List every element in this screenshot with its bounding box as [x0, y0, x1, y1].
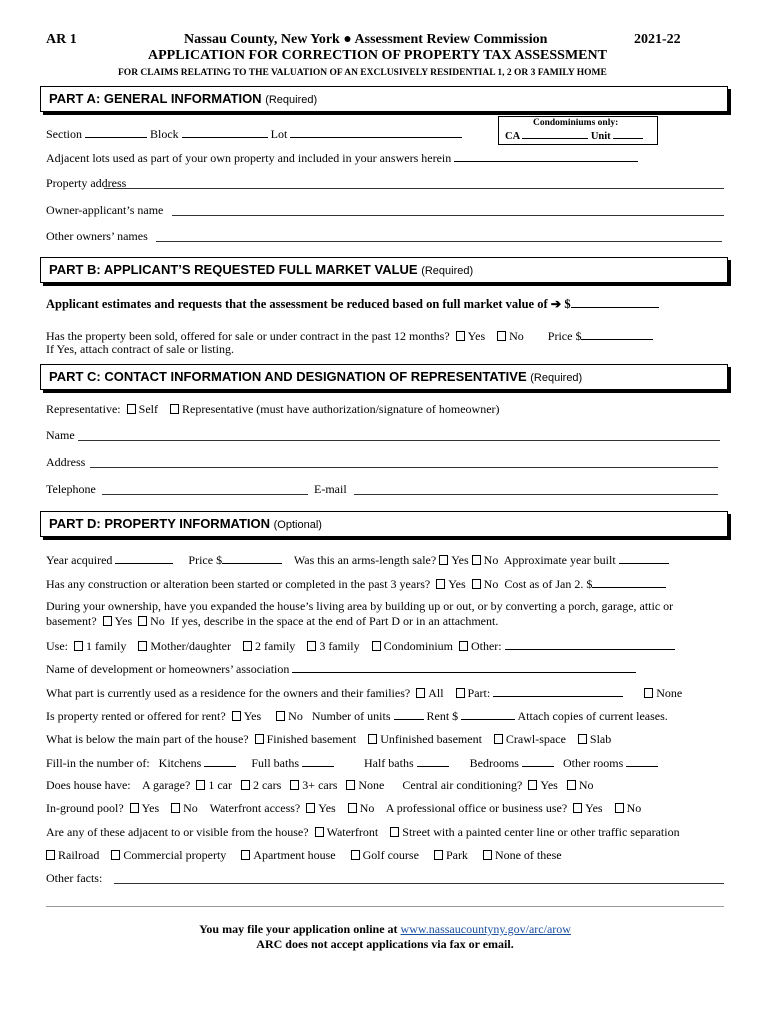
arms-length-yes-label: Yes — [451, 553, 469, 567]
slab-checkbox[interactable] — [578, 734, 587, 744]
adjacent-question: Are any of these adjacent to or visible from the house? — [46, 825, 309, 839]
garage-3cars-label: 3+ cars — [302, 778, 338, 792]
half-baths-label: Half baths — [363, 756, 414, 770]
arrow-icon: ➔ — [550, 297, 562, 311]
cost-as-of-label: Cost as of Jan 2. $ — [504, 577, 593, 591]
garage-none-checkbox[interactable] — [346, 780, 355, 790]
park-label: Park — [445, 848, 468, 862]
name-field[interactable] — [78, 440, 720, 441]
part-a-header — [40, 86, 728, 112]
construction-yes-label: Yes — [448, 577, 466, 591]
other-owners-label: Other owners’ names — [46, 229, 148, 243]
none-of-these-label: None of these — [494, 848, 562, 862]
use-condominium-label: Condominium — [383, 639, 453, 653]
use-condominium-checkbox[interactable] — [372, 641, 381, 651]
expand-describe-note: If yes, describe in the space at the end of Part D or in an attachment. — [170, 614, 499, 628]
crawl-space-label: Crawl-space — [505, 732, 566, 746]
condo-only-label: Condominiums only: — [533, 118, 619, 128]
no-fax-note: ARC does not accept applications via fax or email. — [256, 937, 514, 951]
sold-price-label: Price $ — [547, 329, 582, 343]
full-baths-field[interactable] — [302, 755, 334, 767]
waterfront-access-no-label: No — [359, 801, 375, 815]
ca-field[interactable] — [522, 129, 588, 139]
kitchens-label: Kitchens — [158, 756, 202, 770]
development-name-field[interactable] — [292, 661, 636, 673]
other-owners-field[interactable] — [156, 241, 722, 242]
kitchens-field[interactable] — [204, 755, 236, 767]
section-label: Section — [46, 127, 82, 141]
condominium-box — [498, 116, 658, 145]
sold-yes-label: Yes — [467, 329, 486, 343]
waterfront-access-label: Waterfront access? — [209, 801, 301, 815]
pool-no-label: No — [183, 801, 198, 815]
use-mother-daughter-checkbox[interactable] — [138, 641, 147, 651]
year-built-field[interactable] — [619, 552, 669, 564]
construction-question: Has any construction or alteration been started or completed in the past 3 years? — [46, 577, 431, 591]
sold-no-label: No — [509, 329, 524, 343]
street-painted-label: Street with a painted center line or other traffic separation — [402, 825, 680, 839]
development-name-label: Name of development or homeowners’ association — [46, 662, 290, 676]
use-3family-checkbox[interactable] — [307, 641, 316, 651]
pool-yes-checkbox[interactable] — [130, 803, 139, 813]
file-online-text: You may file your application online at — [199, 922, 398, 936]
sold-no-checkbox[interactable] — [497, 331, 506, 341]
name-label: Name — [46, 428, 75, 442]
expand-no-label: No — [150, 614, 165, 628]
unfinished-basement-label: Unfinished basement — [380, 732, 482, 746]
other-facts-field[interactable] — [114, 883, 724, 884]
finished-basement-label: Finished basement — [266, 732, 357, 746]
residence-none-checkbox[interactable] — [644, 688, 653, 698]
telephone-label: Telephone — [46, 482, 96, 496]
waterfront-checkbox[interactable] — [315, 827, 324, 837]
garage-1car-label: 1 car — [208, 778, 232, 792]
representative-option-label: Representative (must have authorization/signature of homeowner) — [181, 402, 500, 416]
apartment-label: Apartment house — [253, 848, 336, 862]
central-air-yes-checkbox[interactable] — [528, 780, 537, 790]
rented-yes-label: Yes — [243, 709, 262, 723]
attach-contract-note: If Yes, attach contract of sale or listing. — [46, 342, 234, 356]
construction-yes-checkbox[interactable] — [436, 579, 445, 589]
lot-label: Lot — [270, 127, 288, 141]
sold-question: Has the property been sold, offered for sale or under contract in the past 12 months? — [46, 329, 450, 343]
owner-applicant-label: Owner-applicant’s name — [46, 203, 164, 217]
part-d-title: PART D: PROPERTY INFORMATION — [49, 516, 270, 531]
arms-length-question: Was this an arms-length sale? — [293, 553, 437, 567]
year-acquired-label: Year acquired — [46, 553, 113, 567]
claims-note: FOR CLAIMS RELATING TO THE VALUATION OF AN EXCLUSIVELY RESIDENTIAL 1, 2 OR 3 FAMILY HOME — [118, 68, 607, 78]
attach-leases-note: Attach copies of current leases. — [517, 709, 668, 723]
use-3family-label: 3 family — [319, 639, 360, 653]
expand-yes-label: Yes — [114, 614, 133, 628]
residence-none-label: None — [656, 686, 683, 700]
acquired-price-label: Price $ — [188, 553, 223, 567]
expand-question-line1: During your ownership, have you expanded the house’s living area by building up or out, or by converting a porch, garage, attic or — [46, 599, 674, 613]
commercial-checkbox[interactable] — [111, 850, 120, 860]
arms-length-yes-checkbox[interactable] — [439, 555, 448, 565]
email-label: E-mail — [314, 482, 347, 496]
pool-yes-label: Yes — [141, 801, 160, 815]
part-c-title: PART C: CONTACT INFORMATION AND DESIGNATION OF REPRESENTATIVE — [49, 369, 527, 384]
full-market-value-field[interactable] — [571, 296, 659, 308]
telephone-field[interactable] — [102, 494, 308, 495]
part-b-required: (Required) — [421, 265, 474, 277]
other-facts-label: Other facts: — [46, 871, 103, 885]
arms-length-no-checkbox[interactable] — [472, 555, 481, 565]
central-air-no-label: No — [578, 778, 594, 792]
rented-yes-checkbox[interactable] — [232, 711, 241, 721]
unfinished-basement-checkbox[interactable] — [368, 734, 377, 744]
email-field[interactable] — [354, 494, 718, 495]
expand-no-checkbox[interactable] — [138, 616, 147, 626]
unit-label: Unit — [590, 131, 611, 142]
rent-label: Rent $ — [426, 709, 459, 723]
use-other-field[interactable] — [505, 638, 675, 650]
section-block-lot-row — [46, 126, 462, 142]
residence-question: What part is currently used as a residence for the owners and their families? — [46, 686, 411, 700]
fill-in-label: Fill-in the number of: — [46, 756, 150, 770]
below-house-question: What is below the main part of the house? — [46, 732, 249, 746]
use-1family-checkbox[interactable] — [74, 641, 83, 651]
use-other-label: Other: — [470, 639, 502, 653]
form-subtitle: APPLICATION FOR CORRECTION OF PROPERTY TAX ASSESSMENT — [148, 48, 607, 63]
none-of-these-checkbox[interactable] — [483, 850, 492, 860]
address-field[interactable] — [90, 467, 718, 468]
adjacent-lots-label: Adjacent lots used as part of your own property and included in your answers herein — [46, 151, 452, 165]
finished-basement-checkbox[interactable] — [255, 734, 264, 744]
other-rooms-field[interactable] — [626, 755, 658, 767]
waterfront-label: Waterfront — [326, 825, 379, 839]
owner-applicant-field[interactable] — [172, 215, 724, 216]
half-baths-field[interactable] — [417, 755, 449, 767]
professional-office-yes-checkbox[interactable] — [573, 803, 582, 813]
dollar-sign: $ — [564, 297, 571, 311]
use-label: Use: — [46, 639, 68, 653]
rented-no-checkbox[interactable] — [276, 711, 285, 721]
part-c-header — [40, 364, 728, 390]
professional-office-no-label: No — [626, 801, 642, 815]
bedrooms-field[interactable] — [522, 755, 554, 767]
address-label: Address — [46, 455, 86, 469]
year-acquired-field[interactable] — [115, 552, 173, 564]
self-checkbox[interactable] — [127, 404, 136, 414]
commercial-label: Commercial property — [123, 848, 227, 862]
professional-office-no-checkbox[interactable] — [615, 803, 624, 813]
rent-field[interactable] — [461, 708, 515, 720]
rented-question: Is property rented or offered for rent? — [46, 709, 226, 723]
use-other-checkbox[interactable] — [459, 641, 468, 651]
adjacent-lots-field[interactable] — [454, 150, 638, 162]
railroad-label: Railroad — [58, 848, 100, 862]
residence-all-label: All — [428, 686, 444, 700]
pool-no-checkbox[interactable] — [171, 803, 180, 813]
construction-no-checkbox[interactable] — [472, 579, 481, 589]
representative-label: Representative: — [46, 402, 121, 416]
part-b-title: PART B: APPLICANT’S REQUESTED FULL MARKET VALUE — [49, 262, 418, 277]
central-air-no-checkbox[interactable] — [567, 780, 576, 790]
golf-checkbox[interactable] — [351, 850, 360, 860]
apartment-checkbox[interactable] — [241, 850, 250, 860]
part-b-header — [40, 257, 728, 283]
block-field[interactable] — [182, 126, 268, 138]
block-label: Block — [150, 127, 179, 141]
park-checkbox[interactable] — [434, 850, 443, 860]
part-d-optional: (Optional) — [273, 519, 322, 531]
use-2family-checkbox[interactable] — [243, 641, 252, 651]
unit-field[interactable] — [613, 129, 643, 139]
self-label: Self — [138, 402, 158, 416]
residence-part-label: Part: — [467, 686, 491, 700]
section-field[interactable] — [85, 126, 147, 138]
slab-label: Slab — [589, 732, 612, 746]
crawl-space-checkbox[interactable] — [494, 734, 503, 744]
estimate-text: Applicant estimates and requests that the assessment be reduced based on full market value of — [46, 297, 548, 311]
garage-1car-checkbox[interactable] — [196, 780, 205, 790]
part-c-required: (Required) — [530, 372, 583, 384]
waterfront-access-yes-checkbox[interactable] — [306, 803, 315, 813]
garage-none-label: None — [358, 778, 385, 792]
house-have-label: Does house have: — [46, 778, 131, 792]
residence-part-field[interactable] — [493, 685, 623, 697]
waterfront-access-no-checkbox[interactable] — [348, 803, 357, 813]
expand-yes-checkbox[interactable] — [103, 616, 112, 626]
waterfront-access-yes-label: Yes — [318, 801, 336, 815]
street-painted-checkbox[interactable] — [390, 827, 399, 837]
form-code: AR 1 — [46, 32, 77, 47]
sold-price-field[interactable] — [581, 328, 653, 340]
ca-label: CA — [505, 131, 520, 142]
garage-2cars-label: 2 cars — [252, 778, 282, 792]
part-d-header — [40, 511, 728, 537]
cost-field[interactable] — [592, 576, 666, 588]
garage-2cars-checkbox[interactable] — [241, 780, 250, 790]
use-2family-label: 2 family — [254, 639, 296, 653]
central-air-yes-label: Yes — [540, 778, 558, 792]
sold-yes-checkbox[interactable] — [456, 331, 465, 341]
residence-part-checkbox[interactable] — [456, 688, 465, 698]
property-address-label: Property address — [46, 176, 127, 190]
garage-3cars-checkbox[interactable] — [290, 780, 299, 790]
expand-question-basement: basement? — [46, 614, 97, 628]
part-a-required: (Required) — [265, 94, 318, 106]
other-rooms-label: Other rooms — [562, 756, 624, 770]
rented-no-label: No — [288, 709, 303, 723]
number-units-field[interactable] — [394, 708, 424, 720]
golf-label: Golf course — [362, 848, 419, 862]
use-mother-daughter-label: Mother/daughter — [150, 639, 231, 653]
acquired-price-field[interactable] — [222, 552, 282, 564]
professional-office-yes-label: Yes — [585, 801, 603, 815]
residence-all-checkbox[interactable] — [416, 688, 425, 698]
property-address-field[interactable] — [104, 188, 724, 189]
central-air-label: Central air conditioning? — [402, 778, 523, 792]
other-facts-field-line2[interactable] — [46, 906, 724, 907]
year-built-label: Approximate year built — [503, 553, 616, 567]
lot-field[interactable] — [290, 126, 462, 138]
arc-online-link[interactable]: www.nassaucountyny.gov/arc/arow — [400, 922, 571, 936]
form-title: Nassau County, New York ● Assessment Review Commission — [184, 32, 548, 47]
construction-no-label: No — [483, 577, 499, 591]
arms-length-no-label: No — [483, 553, 499, 567]
part-a-title: PART A: GENERAL INFORMATION — [49, 91, 262, 106]
professional-office-label: A professional office or business use? — [385, 801, 568, 815]
railroad-checkbox[interactable] — [46, 850, 55, 860]
number-units-label: Number of units — [311, 709, 391, 723]
garage-label: A garage? — [142, 778, 191, 792]
representative-checkbox[interactable] — [170, 404, 179, 414]
use-1family-label: 1 family — [86, 639, 127, 653]
pool-question: In-ground pool? — [46, 801, 124, 815]
form-year: 2021-22 — [634, 32, 681, 47]
bedrooms-label: Bedrooms — [469, 756, 519, 770]
full-baths-label: Full baths — [251, 756, 299, 770]
